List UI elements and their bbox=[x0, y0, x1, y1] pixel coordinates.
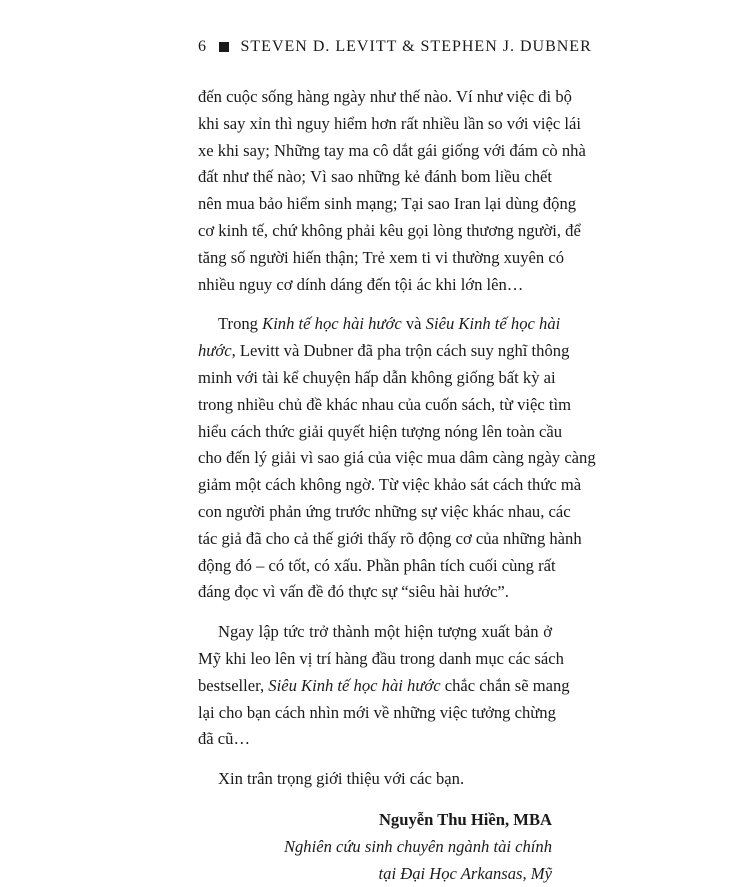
paragraph-2-line: động đó – có tốt, có xấu. Phần phân tích cuối cùng rất bbox=[198, 555, 556, 575]
body-text bbox=[198, 84, 596, 887]
paragraph-1-line: khi say xỉn thì nguy hiểm hơn rất nhiều lần so với việc lái bbox=[198, 113, 582, 133]
paragraph-1-line: xe khi say; Những tay ma cô dắt gái giống với đám cò nhà bbox=[198, 140, 586, 160]
paragraph-2-line: minh với tài kể chuyện hấp dẫn không giống bất kỳ ai bbox=[198, 367, 556, 387]
page-number: 6 bbox=[198, 38, 207, 55]
paragraph-2-line: con người phản ứng trước những sự việc khác nhau, các bbox=[198, 501, 571, 521]
paragraph-2-line: hước, Levitt và Dubner đã pha trộn cách suy nghĩ thông bbox=[198, 341, 570, 361]
book-title: Siêu Kinh tế học hài bbox=[425, 314, 561, 334]
square-bullet-icon bbox=[219, 42, 229, 52]
book-title: Kinh tế học hài hước bbox=[262, 314, 402, 334]
paragraph-2-line: đáng đọc vì vấn đề đó thực sự “siêu hài hước”. bbox=[198, 582, 509, 602]
paragraph-1-line: nhiều nguy cơ dính dáng đến tội ác khi lớn lên… bbox=[198, 274, 524, 294]
paragraph-1-line: đến cuộc sống hàng ngày như thế nào. Ví như việc đi bộ bbox=[198, 87, 572, 106]
book-title: Siêu Kinh tế học hài hước bbox=[268, 675, 441, 695]
paragraph-3-line: lại cho bạn cách nhìn mới về những việc tưởng chừng bbox=[198, 702, 556, 722]
paragraph-3-line: đã cũ… bbox=[198, 729, 251, 749]
paragraph-2-line: cho đến lý giải vì sao giá của việc mua dâm càng ngày càng bbox=[198, 448, 596, 468]
signature-title-line-1: Nghiên cứu sinh chuyên ngành tài chính bbox=[283, 836, 552, 856]
book-title: hước bbox=[198, 341, 232, 361]
paragraph-3-line: Mỹ khi leo lên vị trí hàng đầu trong danh mục các sách bbox=[198, 648, 564, 668]
paragraph-2-line: trong nhiều chủ đề khác nhau của cuốn sách, từ việc tìm bbox=[198, 394, 572, 414]
paragraph-2-line: Trong Kinh tế học hài hước và Siêu Kinh tế học hài bbox=[218, 314, 561, 334]
signature-title-line-2: tại Đại Học Arkansas, Mỹ bbox=[378, 863, 552, 883]
closing-line: Xin trân trọng giới thiệu với các bạn. bbox=[218, 769, 465, 789]
paragraph-3-line: Ngay lập tức trở thành một hiện tượng xuất bản ở bbox=[218, 622, 552, 642]
paragraph-2-line: giảm một cách không ngờ. Từ việc khảo sát cách thức mà bbox=[198, 475, 582, 495]
paragraph-2-line: tác giả đã cho cả thế giới thấy rõ động cơ của những hành bbox=[198, 528, 582, 548]
paragraph-1-line: tăng số người hiến thận; Trẻ xem ti vi thường xuyên có bbox=[198, 247, 565, 267]
paragraph-2-line: hiểu cách thức giải quyết hiện tượng nóng lên toàn cầu bbox=[198, 421, 563, 441]
running-head-authors: STEVEN D. LEVITT & STEPHEN J. DUBNER bbox=[240, 38, 592, 55]
paragraph-1-line: nên mua bảo hiểm sinh mạng; Tại sao Iran lại dùng động bbox=[198, 194, 577, 214]
paragraph-3-line: bestseller, Siêu Kinh tế học hài hước chắc chắn sẽ mang bbox=[198, 675, 570, 695]
running-head bbox=[198, 37, 592, 57]
signature-name: Nguyễn Thu Hiền, MBA bbox=[378, 809, 552, 829]
paragraph-1-line: cơ kinh tế, chứ không phải kêu gọi lòng thương người, để bbox=[198, 220, 581, 240]
paragraph-1-line: đất như thế nào; Vì sao những kẻ đánh bom liều chết bbox=[198, 167, 552, 187]
